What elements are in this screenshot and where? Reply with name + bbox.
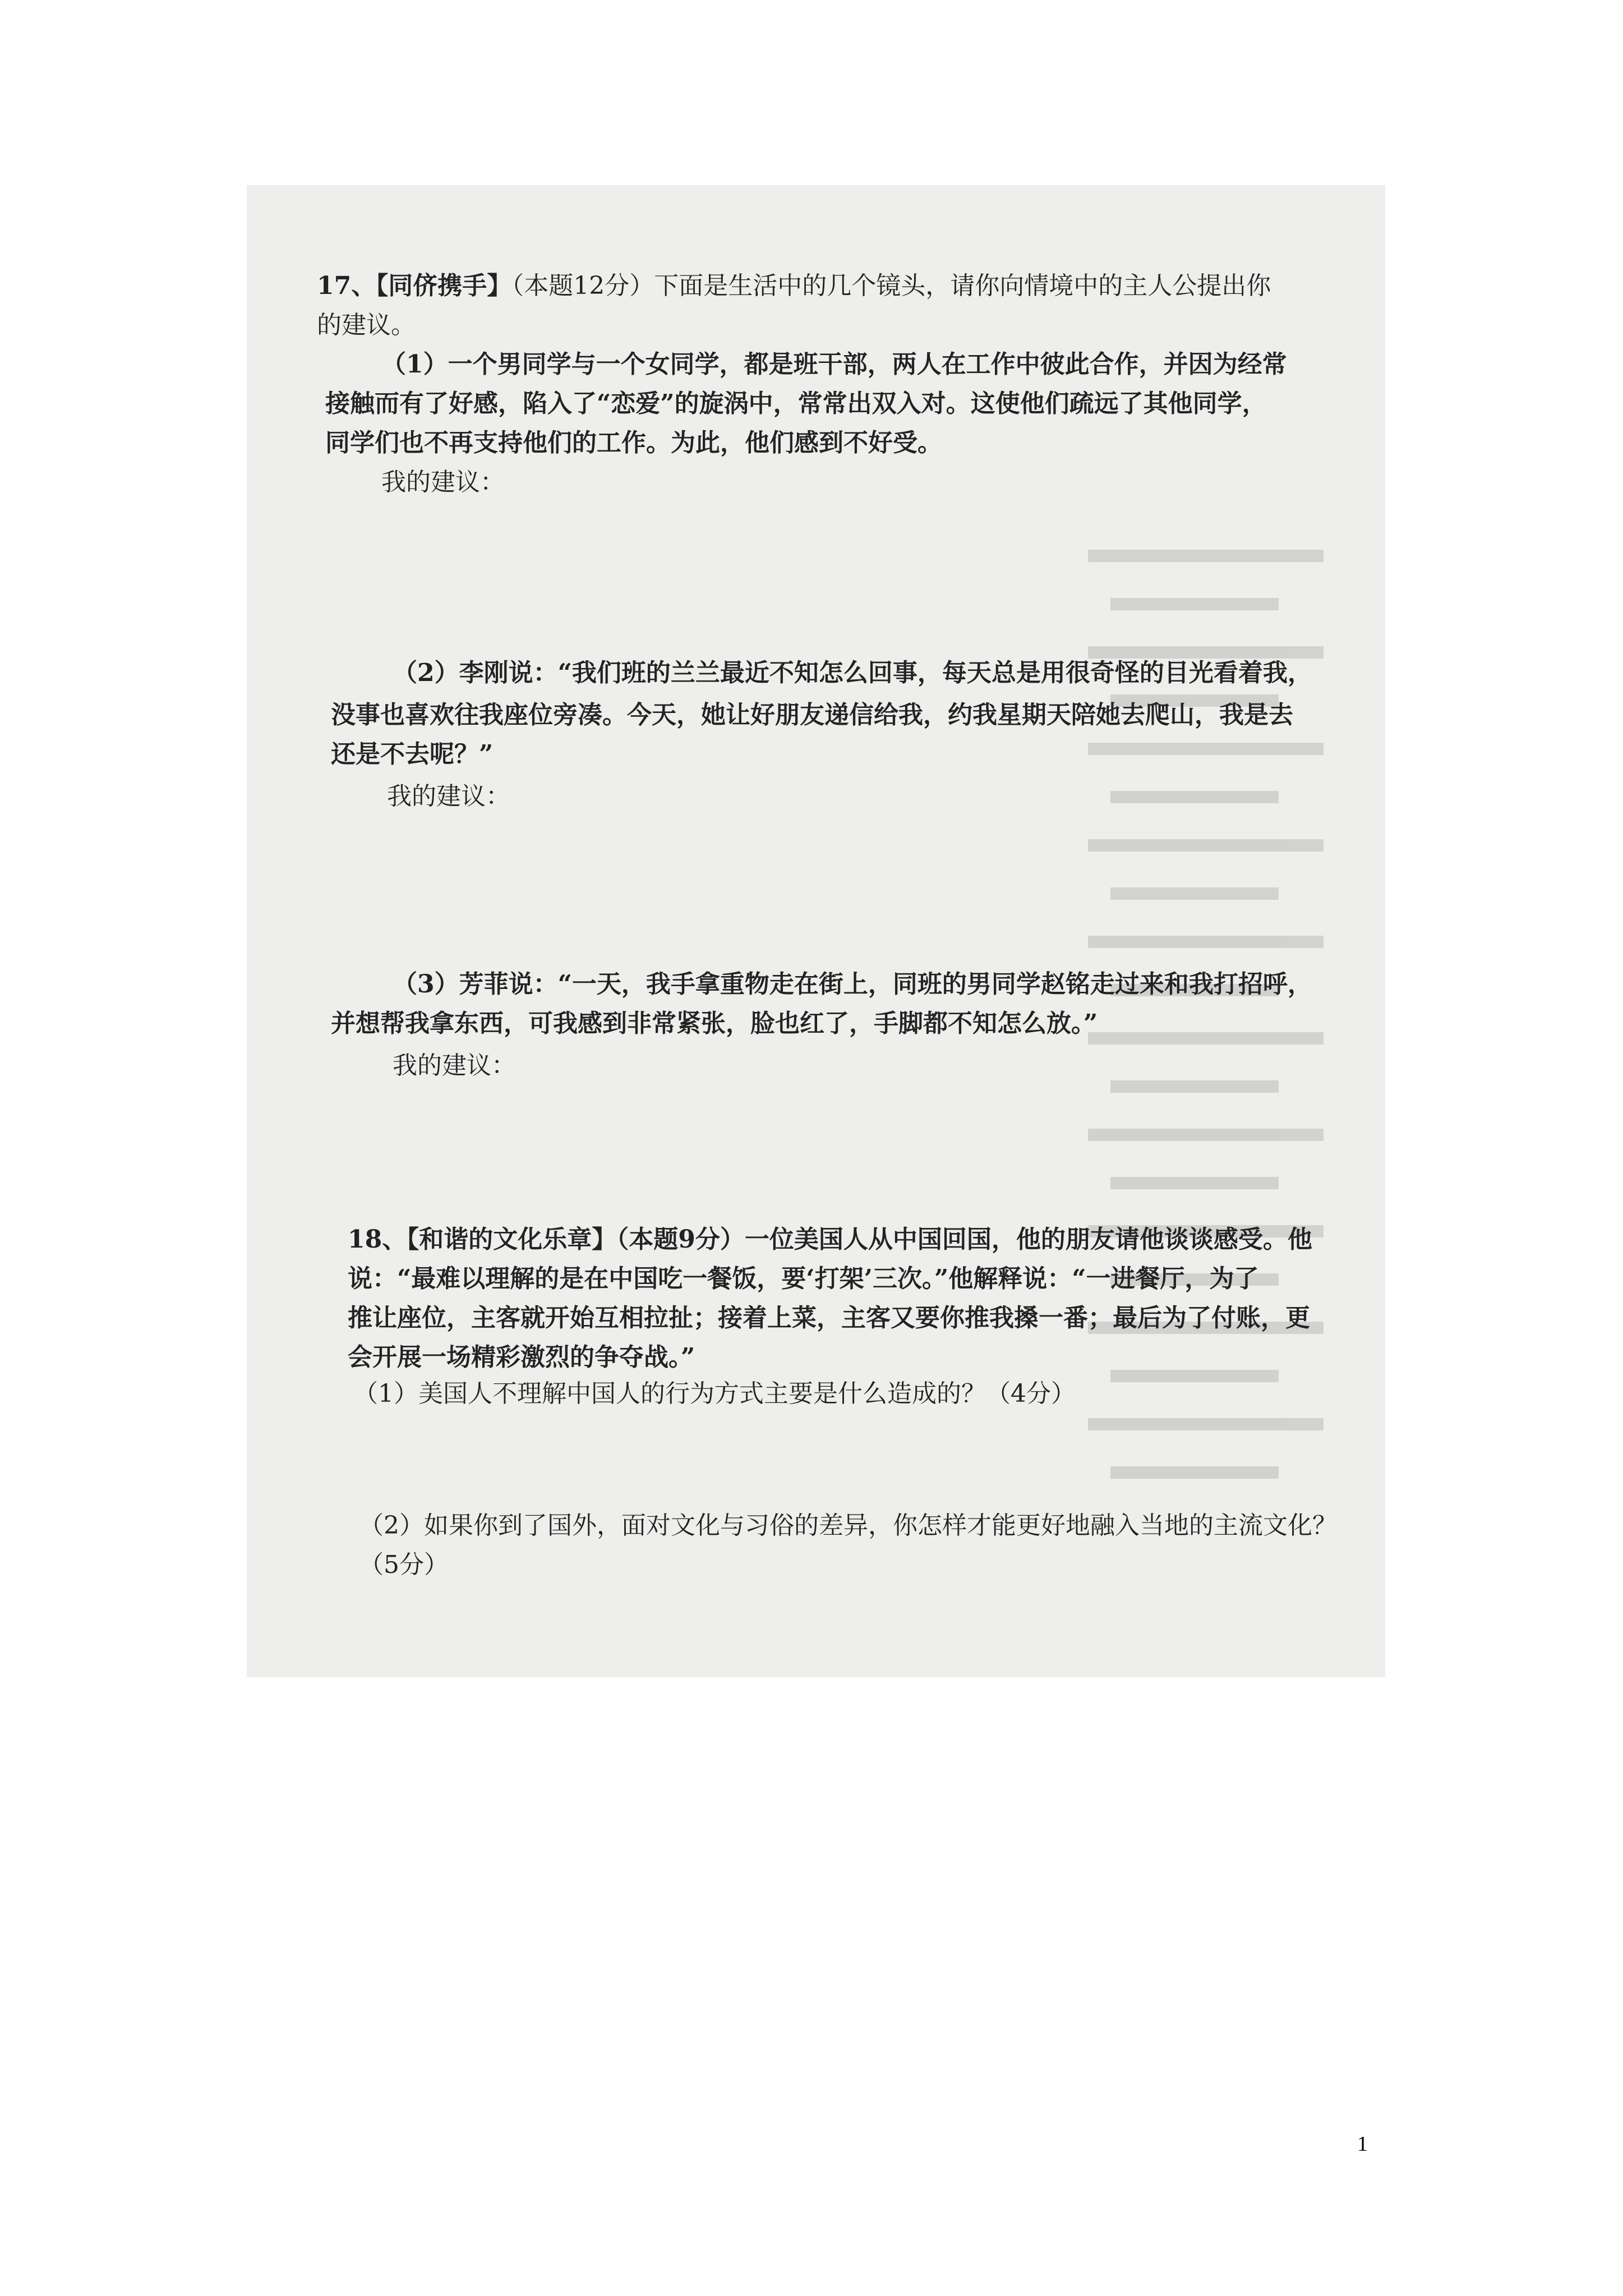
q17-scenario2-line2: 没事也喜欢往我座位旁凑。今天，她让好朋友递信给我，约我星期天陪她去爬山，我是去 [331,701,1293,729]
q18-subquestion-2-line1: （2）如果你到了国外，面对文化与习俗的差异，你怎样才能更好地融入当地的主流文化？ [359,1511,1337,1540]
q17-scenario2-prompt: 我的建议： [387,782,510,811]
q18-heading [348,1223,1312,1257]
q17-scenario1-line1: （1）一个男同学与一个女同学，都是班干部，两人在工作中彼此合作，并因为经常 [381,350,1287,379]
q18-body-line2: 推让座位，主客就开始互相拉扯；接着上菜，主客又要你推我搡一番；最后为了付账，更 [348,1304,1310,1332]
q18-body-line1: 说：“最难以理解的是在中国吃一餐饭，要‘打架’三次。”他解释说：“一进餐厅，为了 [348,1264,1259,1293]
q17-scenario2-line3: 还是不去呢？” [331,740,494,769]
q18-subquestion-2-line2: （5分） [359,1550,449,1579]
q18-body-line3: 会开展一场精彩激烈的争夺战。” [348,1343,695,1372]
q17-scenario3-line2: 并想帮我拿东西，可我感到非常紧张，脸也红了，手脚都不知怎么放。” [331,1009,1098,1038]
q17-scenario1-line3: 同学们也不再支持他们的工作。为此，他们感到不好受。 [325,429,942,457]
q18-title: 【和谐的文化乐章】 [407,1225,617,1254]
q18-number: 18、 [348,1225,407,1254]
q17-heading-line2: 的建议。 [317,311,416,339]
q17-title: 【同侪携手】 [376,272,512,300]
q17-heading-rest: （本题12分）下面是生活中的几个镜头，请你向情境中的主人公提出你 [511,272,1271,300]
q17-scenario1-line2: 接触而有了好感，陷入了“恋爱”的旋涡中，常常出双入对。这使他们疏远了其他同学， [325,389,1267,418]
q17-scenario3-line1: （3）芳菲说：“一天，我手拿重物走在街上，同班的男同学赵铭走过来和我打招呼， [393,970,1312,999]
q18-subquestion-1: （1）美国人不理解中国人的行为方式主要是什么造成的？（4分） [353,1379,1076,1408]
q17-heading [317,269,1271,303]
page-number: 1 [1357,2132,1368,2156]
q17-number: 17、 [317,272,376,300]
q18-heading-rest: （本题9分）一位美国人从中国回国，他的朋友请他谈谈感受。他 [616,1225,1312,1254]
q17-scenario3-prompt: 我的建议： [393,1051,516,1080]
q17-scenario2-line1: （2）李刚说：“我们班的兰兰最近不知怎么回事，每天总是用很奇怪的目光看着我， [393,659,1312,687]
q17-scenario1-prompt: 我的建议： [381,468,505,496]
